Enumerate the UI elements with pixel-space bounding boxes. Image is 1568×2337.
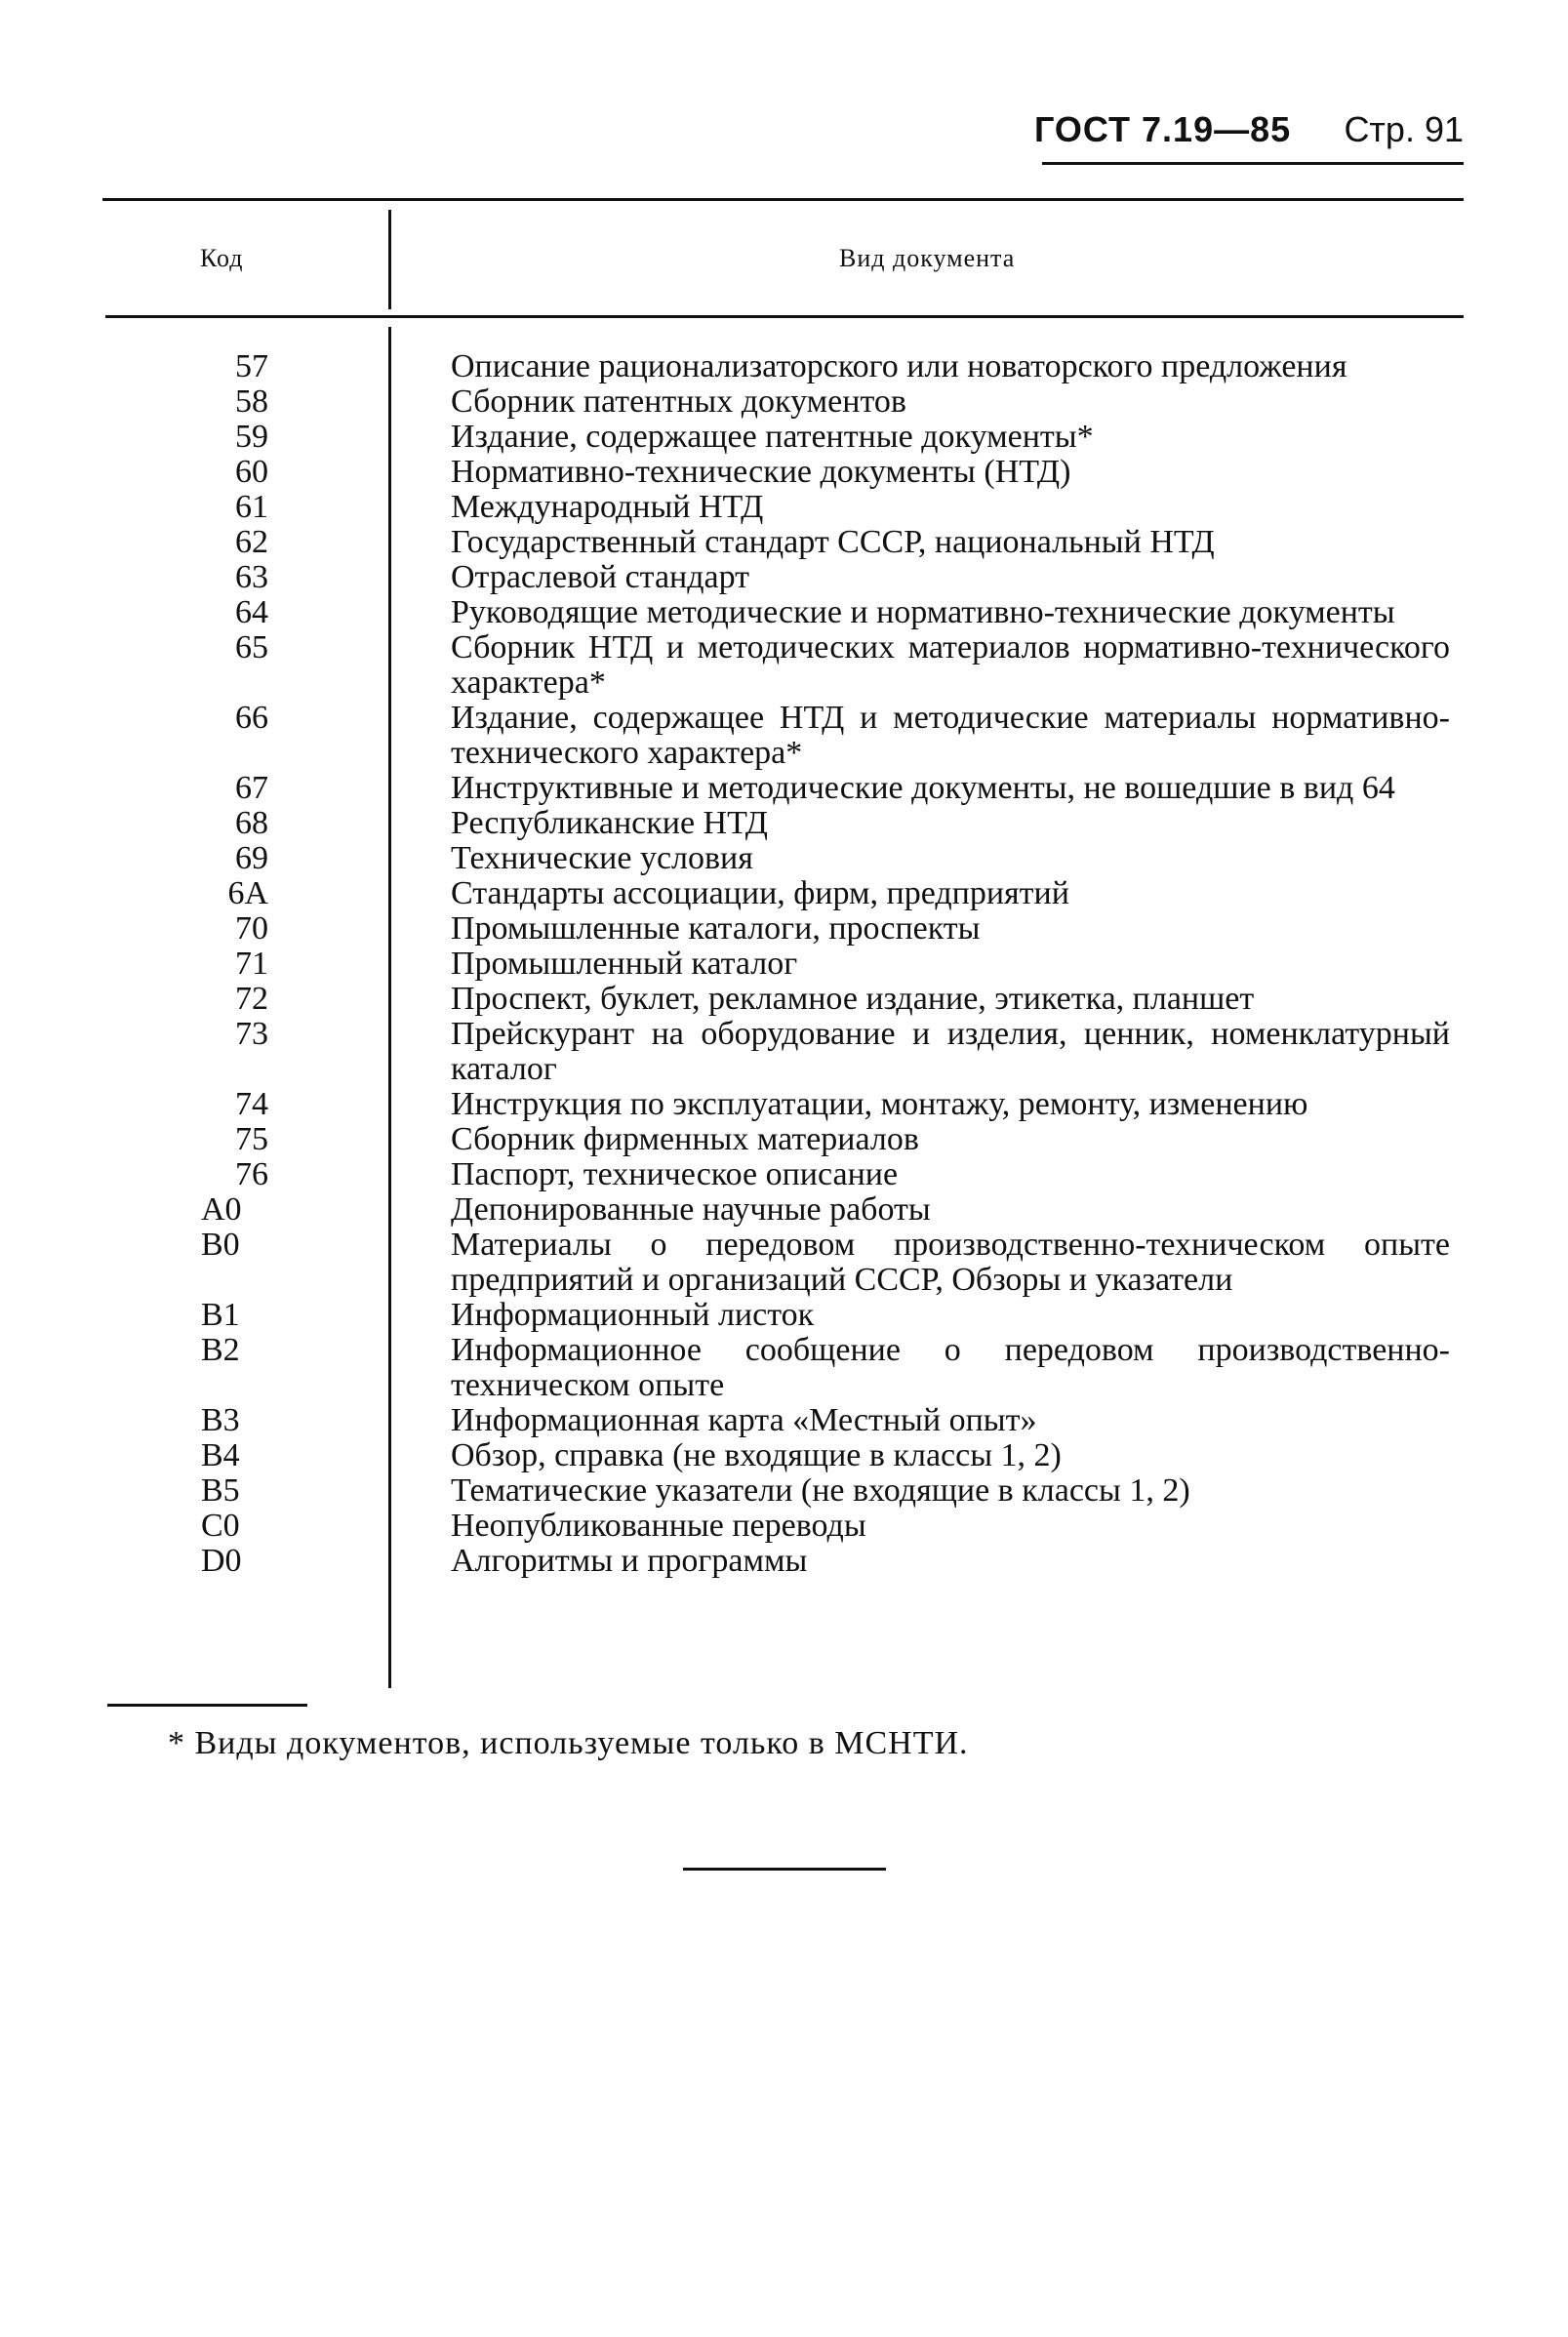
row-code: B4 xyxy=(201,1437,240,1473)
row-description: Описание рационализаторского или новаторского предложения xyxy=(451,348,1347,384)
table-row xyxy=(0,349,1568,384)
table-row xyxy=(0,982,1568,1017)
row-code: 74 xyxy=(235,1086,268,1122)
table-row xyxy=(0,771,1568,806)
row-description: Технические условия xyxy=(451,840,753,876)
row-code: B3 xyxy=(201,1402,240,1438)
row-code: D0 xyxy=(201,1543,242,1579)
row-description: Прейскурант на оборудование и изделия, ценник, номенклатурный каталог xyxy=(451,1016,1450,1087)
table-row xyxy=(0,911,1568,947)
row-code: 66 xyxy=(235,700,268,736)
row-code: B1 xyxy=(201,1297,240,1333)
footnote-rule xyxy=(107,1704,307,1707)
table-row xyxy=(0,806,1568,841)
table-top-rule xyxy=(102,198,1464,201)
table-row xyxy=(0,1509,1568,1544)
table-row xyxy=(0,876,1568,911)
row-description: Алгоритмы и программы xyxy=(451,1543,808,1579)
table-row xyxy=(0,1544,1568,1579)
table-header-rule xyxy=(105,315,1464,318)
header-underline xyxy=(1042,162,1464,165)
row-code: B5 xyxy=(201,1472,240,1509)
table-row xyxy=(0,701,1568,771)
row-description: Издание, содержащее патентные документы* xyxy=(451,419,1094,455)
row-description: Промышленный каталог xyxy=(451,946,798,982)
row-code: 64 xyxy=(235,594,268,630)
row-description: Проспект, буклет, рекламное издание, этикетка, планшет xyxy=(451,981,1255,1017)
row-code: 60 xyxy=(235,454,268,490)
row-code: 67 xyxy=(235,770,268,806)
table-row xyxy=(0,841,1568,876)
table-row xyxy=(0,490,1568,525)
table-row xyxy=(0,525,1568,560)
row-description: Руководящие методические и нормативно-технические документы xyxy=(451,594,1395,630)
row-description: Тематические указатели (не входящие в классы 1, 2) xyxy=(451,1472,1190,1509)
row-description: Республиканские НТД xyxy=(451,805,768,841)
page-number: Стр. 91 xyxy=(1344,109,1464,149)
row-code: 69 xyxy=(235,840,268,876)
row-description: Инструктивные и методические документы, не вошедшие в вид 64 xyxy=(451,770,1395,806)
row-description: Материалы о передовом производственно-техническом опыте предприятий и организаций СССР, Обзоры и указатели xyxy=(451,1227,1450,1298)
row-description: Информационное сообщение о передовом производственно-техническом опыте xyxy=(451,1332,1450,1403)
row-code: B0 xyxy=(201,1227,240,1263)
row-description: Промышленные каталоги, проспекты xyxy=(451,910,981,947)
row-description: Инструкция по эксплуатации, монтажу, ремонту, изменению xyxy=(451,1086,1308,1122)
row-code: 71 xyxy=(235,946,268,982)
row-code: 59 xyxy=(235,419,268,455)
row-description: Международный НТД xyxy=(451,489,764,525)
table-row xyxy=(0,1157,1568,1192)
row-code: 68 xyxy=(235,805,268,841)
row-code: C0 xyxy=(201,1508,240,1544)
table-row xyxy=(0,455,1568,490)
table-row xyxy=(0,1228,1568,1298)
table-row xyxy=(0,1087,1568,1122)
row-code: A0 xyxy=(201,1191,242,1228)
row-description: Государственный стандарт СССР, национальный НТД xyxy=(451,524,1215,560)
table-row xyxy=(0,1192,1568,1228)
row-code: 73 xyxy=(235,1016,268,1052)
row-code: 63 xyxy=(235,559,268,595)
row-description: Сборник НТД и методических материалов нормативно-технического характера* xyxy=(451,629,1450,701)
table-row xyxy=(0,947,1568,982)
column-divider-head xyxy=(388,210,391,309)
table-row xyxy=(0,1017,1568,1087)
row-code: 75 xyxy=(235,1121,268,1157)
page-header xyxy=(1034,109,1464,178)
table-row xyxy=(0,384,1568,420)
row-description: Неопубликованные переводы xyxy=(451,1508,866,1544)
row-code: 72 xyxy=(235,981,268,1017)
row-description: Обзор, справка (не входящие в классы 1, 2) xyxy=(451,1437,1062,1473)
row-code: 6A xyxy=(227,875,268,911)
table-row xyxy=(0,560,1568,595)
row-description: Сборник фирменных материалов xyxy=(451,1121,919,1157)
row-description: Нормативно-технические документы (НТД) xyxy=(451,454,1071,490)
footnote: * Виды документов, используемые только в МСНТИ. xyxy=(168,1725,969,1761)
row-code: 70 xyxy=(235,910,268,947)
row-description: Информационная карта «Местный опыт» xyxy=(451,1402,1037,1438)
table-row xyxy=(0,1403,1568,1438)
end-rule xyxy=(683,1868,886,1871)
row-code: 62 xyxy=(235,524,268,560)
row-description: Информационный листок xyxy=(451,1297,815,1333)
table-row xyxy=(0,1122,1568,1157)
table-row xyxy=(0,595,1568,630)
row-code: B2 xyxy=(201,1332,240,1368)
column-header-code: Код xyxy=(200,244,244,272)
row-description: Сборник патентных документов xyxy=(451,383,906,420)
row-code: 65 xyxy=(235,629,268,665)
row-description: Отраслевой стандарт xyxy=(451,559,750,595)
document-type-table xyxy=(0,349,1568,1579)
row-description: Издание, содержащее НТД и методические материалы нормативно-технического характера* xyxy=(451,700,1450,771)
table-row xyxy=(0,420,1568,455)
table-row xyxy=(0,1473,1568,1509)
row-code: 61 xyxy=(235,489,268,525)
standard-number: ГОСТ 7.19—85 xyxy=(1034,109,1292,149)
table-row xyxy=(0,1333,1568,1403)
table-row xyxy=(0,1298,1568,1333)
row-code: 58 xyxy=(235,383,268,420)
row-code: 76 xyxy=(235,1156,268,1192)
column-header-type: Вид документа xyxy=(839,244,1016,272)
table-row xyxy=(0,630,1568,701)
row-description: Стандарты ассоциации, фирм, предприятий xyxy=(451,875,1069,911)
row-description: Паспорт, техническое описание xyxy=(451,1156,899,1192)
row-description: Депонированные научные работы xyxy=(451,1191,931,1228)
row-code: 57 xyxy=(235,348,268,384)
table-row xyxy=(0,1438,1568,1473)
